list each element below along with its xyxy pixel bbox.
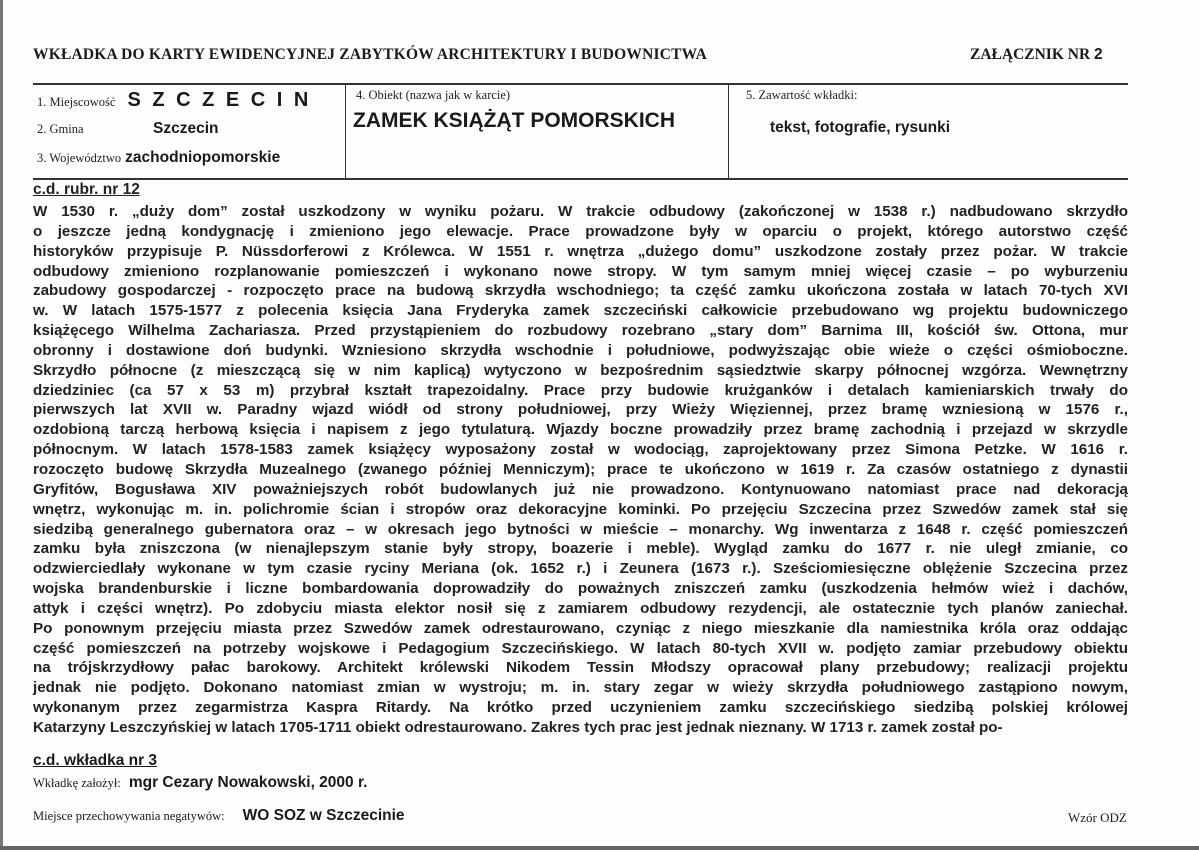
commune-field bbox=[37, 120, 218, 138]
body-line: pierwszych lat XVII w. Paradny wjazd wiódł od strony południowej, przy Wieży Więziennej, przez bramę wzniesioną w 1576 r., bbox=[33, 401, 1128, 419]
body-line: historyków przypisuje P. Nüssdorferowi z Królewca. W 1551 r. wnętrza „dużego domu” uszkodzone zostały przez pożar. W trakcie bbox=[33, 242, 1128, 260]
body-line: część pomieszczeń na potrzeby wojskowe i Pedagogium Szczecińskiego. W latach 80-tych XVII w. podjęto zamiar przebudowy obiektu bbox=[33, 639, 1128, 657]
negatives-label: Miejsce przechowywania negatywów: bbox=[33, 809, 225, 823]
section-heading: c.d. rubr. nr 12 bbox=[33, 181, 140, 198]
locality-value: S Z C Z E C I N bbox=[127, 89, 312, 111]
body-line: siedzibą generalnego gubernatora oraz – w okresach jego bytności w mieście – monarchy. Wg inwentarza z 1648 r. część pomieszczeń bbox=[33, 520, 1128, 538]
body-line: rozoczęto budowę Skrzydła Muzealnego (zwanego później Menniczym); prace te ukończono w 1619 r. Za czasów ostatniego z dynastii bbox=[33, 460, 1128, 478]
locality-field bbox=[37, 89, 311, 112]
voivodeship-field bbox=[37, 149, 280, 167]
body-line: o jeszcze jedną kondygnację i zmieniono jego elewacje. Prace prowadzone były w oparciu o projekt, którego autorstwo część bbox=[33, 222, 1128, 240]
divider bbox=[345, 85, 346, 178]
object-label: 4. Obiekt (nazwa jak w karcie) bbox=[356, 88, 511, 102]
author-label: Wkładkę założył: bbox=[33, 776, 121, 790]
commune-value: Szczecin bbox=[153, 120, 219, 137]
body-line: jednak nie podjęto. Dokonano natomiast zmian w wystroju; m. in. stary zegar w wieży skrzydła południowego zastąpiono nowym, bbox=[33, 679, 1128, 697]
body-line: Katarzyny Leszczyńskiej w latach 1705-1711 obiekt odrestaurowano. Zakres tych prac jest jednak nieznany. W 1713 r. zamek został po- bbox=[33, 718, 1003, 736]
body-line: ozdobioną tarczą herbową księcia i napisem z jego tytulaturą. Wjazdy boczne prowadziły przez bramę zachodnią i przejazd w skrzydle bbox=[33, 421, 1128, 439]
voivodeship-value: zachodniopomorskie bbox=[125, 149, 281, 166]
body-line: w. W latach 1575-1577 z polecenia księcia Jana Fryderyka zamek szczeciński całkowicie przebudowano wg projektu budowniczego bbox=[33, 302, 1128, 320]
voivodeship-label: 3. Województwo bbox=[37, 151, 122, 165]
body-line: północnym. W latach 1578-1583 zamek książęcy wyposażony został w wodociąg, zaprojektowany przez Simona Petzke. W 1616 r. bbox=[33, 441, 1128, 459]
template-code: Wzór ODZ bbox=[1068, 810, 1127, 825]
body-line: wnętrz, wykonując m. in. polichromie ścian i stropów oraz dekoracyjne kominki. Po przejęciu Szczecina przez Szwedów zamek stał się bbox=[33, 500, 1128, 518]
body-line: dziedziniec (ca 57 x 53 m) przybrał kształt trapezoidalny. Prace przy budowie krużganków i detalach kamieniarskich trwały do bbox=[33, 381, 1128, 399]
negatives-field bbox=[33, 807, 405, 825]
body-text bbox=[33, 202, 1128, 738]
negatives-value: WO SOZ w Szczecinie bbox=[242, 807, 405, 824]
body-line: odbudowy zmieniono rozplanowanie pomieszczeń i wykonano nowe stropy. W tym samym mniej więcej czasie – po wyburzeniu bbox=[33, 262, 1128, 280]
author-value: mgr Cezary Nowakowski, 2000 r. bbox=[128, 774, 368, 791]
divider bbox=[728, 85, 729, 178]
body-line: odzwierciedlały wykonane w tym czasie ryciny Meriana (ok. 1652 r.) i Zeunera (1673 r.). Sześciomiesięczne oblężenie Szczecina przez bbox=[33, 560, 1128, 578]
body-line: na trójskrzydłowy pałac barokowy. Architekt królewski Nikodem Tessin Młodszy opracował plany przebudowy; realizacji projektu bbox=[33, 659, 1128, 677]
body-line: W 1530 r. „duży dom” został uszkodzony w wyniku pożaru. W trakcie odbudowy (zakończonej w 1538 r.) nadbudowano skrzydło bbox=[33, 203, 1128, 220]
scan-bottom-edge bbox=[0, 846, 1199, 850]
header-fields-box bbox=[33, 83, 1128, 180]
author-field bbox=[33, 774, 367, 792]
body-line: Po ponownym przejęciu miasta przez Szwedów zamek odrestaurowano, czyniąc z niego mieszkanie dla namiestnika króla oraz oddając bbox=[33, 619, 1128, 637]
body-line: attyk i części wnętrz). Po zdobyciu miasta elektor nosił się z zamiarem odbudowy rezydencji, ale ostatecznie tych planów zaniechał. bbox=[33, 599, 1128, 617]
annex-label bbox=[970, 46, 1103, 64]
contents-value: tekst, fotografie, rysunki bbox=[770, 119, 951, 136]
body-line: wykonanym przez zegarmistrza Kaspra Ritardy. Na krótko przed uczynieniem zamku szczecińskiego siedzibą polskiej królowej bbox=[33, 699, 1128, 717]
form-title: WKŁADKA DO KARTY EWIDENCYJNEJ ZABYTKÓW ARCHITEKTURY I BUDOWNICTWA bbox=[33, 46, 708, 63]
commune-label: 2. Gmina bbox=[37, 122, 84, 136]
object-value: ZAMEK KSIĄŻĄT POMORSKICH bbox=[353, 109, 675, 132]
body-line: Skrzydło północne (z mieszczącą się w nim kaplicą) wytyczono w bezpośrednim sąsiedztwie skarpy północnej wzgórza. Wewnętrzny bbox=[33, 361, 1128, 379]
body-line: Gryfitów, Bogusława XIV poważniejszych robót budowlanych już nie prowadzono. Kontynuowano natomiast prace nad dekoracją bbox=[33, 480, 1128, 498]
body-line: zamku była zniszczona (w nienajlepszym stanie były stropy, boazerie i meble). Wygląd zamku do 1677 r. nie uległ zmianie, co bbox=[33, 540, 1128, 558]
scan-edge bbox=[0, 0, 3, 850]
annex-text: ZAŁĄCZNIK NR bbox=[970, 46, 1091, 63]
locality-label: 1. Miejscowość bbox=[37, 95, 116, 109]
body-line: książęcego Wilhelma Zachariasza. Przed przystąpieniem do rozbudowy rozebrano „stary dom” Barnima III, kościół św. Ottona, mur bbox=[33, 322, 1128, 340]
body-line: zabudowy gospodarczej - rozpoczęto prace na budową skrzydła wschodniego; ta część zamku ukończona została w latach 70-tych XVI bbox=[33, 282, 1128, 300]
contents-label: 5. Zawartość wkładki: bbox=[746, 88, 858, 102]
continuation-note: c.d. wkładka nr 3 bbox=[33, 752, 158, 769]
body-line: obronny i dostawione doń budynki. Wzniesiono skrzydła wschodnie i południowe, podwyższając obie wieże o części ośmioboczne. bbox=[33, 341, 1128, 359]
document-body bbox=[33, 181, 1128, 738]
body-line: wojska brandenburskie i liczne bombardowania doprowadziły do poważnych zniszczeń zamku (uszkodzenia hełmów wież i dachów, bbox=[33, 580, 1128, 598]
annex-number: 2 bbox=[1094, 46, 1103, 63]
